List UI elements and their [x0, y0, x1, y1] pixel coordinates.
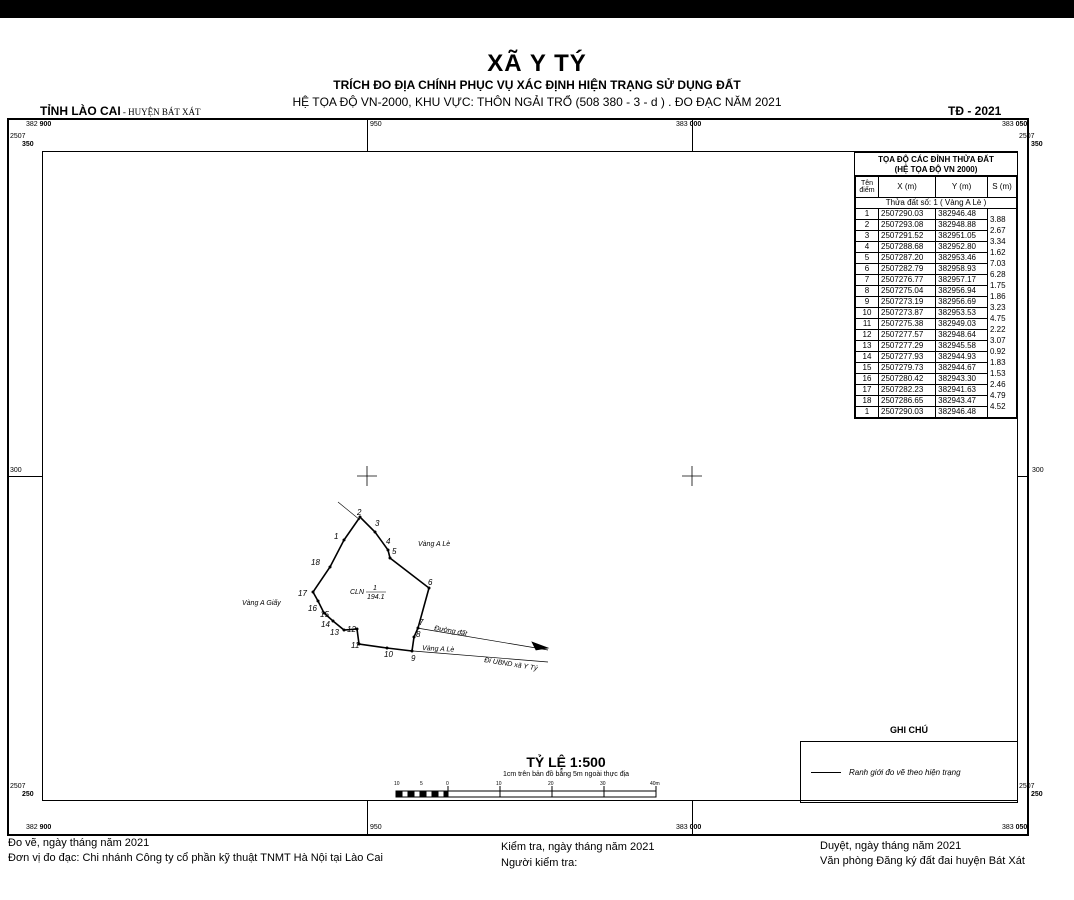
point-cell: 11 [856, 319, 879, 330]
point-cell: 17 [856, 385, 879, 396]
point-cell: 1 [856, 209, 879, 220]
vertex-label: 14 [321, 620, 330, 629]
distance-value: 0.92 [990, 347, 1006, 356]
distance-value: 3.23 [990, 303, 1006, 312]
distance-value: 4.75 [990, 314, 1006, 323]
parcel-area: 194.1 [367, 594, 385, 601]
y-cell: 382945.58 [936, 341, 988, 352]
distance-value: 6.28 [990, 270, 1006, 279]
coordinate-table-title-line1: TỌA ĐỘ CÁC ĐỈNH THỬA ĐẤT [878, 155, 994, 164]
legend-boundary-line-symbol [811, 772, 841, 773]
vertex-label: 12 [347, 625, 356, 634]
point-cell: 3 [856, 231, 879, 242]
y-cell: 382941.63 [936, 385, 988, 396]
distance-value: 3.34 [990, 237, 1006, 246]
approver-org: Văn phòng Đăng ký đất đai huyện Bát Xát [820, 855, 1025, 867]
distance-value: 2.46 [990, 380, 1006, 389]
legend-title: GHI CHÚ [890, 725, 928, 735]
x-cell: 2507275.04 [879, 286, 936, 297]
coordinate-system-line: HỆ TỌA ĐỘ VN-2000, KHU VỰC: THÔN NGẢI TRỔ (508 380 - 3 - d ) . ĐO ĐẠC NĂM 2021 [292, 95, 782, 109]
point-cell: 13 [856, 341, 879, 352]
x-cell: 2507282.79 [879, 264, 936, 275]
y-cell: 382952.80 [936, 242, 988, 253]
point-cell: 4 [856, 242, 879, 253]
y-cell: 382948.64 [936, 330, 988, 341]
x-cell: 2507286.65 [879, 396, 936, 407]
vertex-label: 13 [330, 628, 339, 637]
y-cell: 382953.53 [936, 308, 988, 319]
point-cell: 14 [856, 352, 879, 363]
map-subtitle: TRÍCH ĐO ĐỊA CHÍNH PHỤC VỤ XÁC ĐỊNH HIỆN TRẠNG SỬ DỤNG ĐẤT [333, 78, 741, 92]
sheet-code: TĐ - 2021 [948, 104, 1002, 118]
vertex-label: 11 [351, 641, 360, 650]
x-cell: 2507277.57 [879, 330, 936, 341]
grid-label-x-far-top: 383 050 [1002, 121, 1028, 128]
distance-value: 1.83 [990, 358, 1006, 367]
x-cell: 2507273.19 [879, 297, 936, 308]
scale-note: 1cm trên bản đồ bằng 5m ngoài thực địa [502, 771, 630, 778]
x-cell: 2507277.93 [879, 352, 936, 363]
scale-tick-label: 30 [600, 781, 606, 787]
approved-date: Duyệt, ngày tháng năm 2021 [820, 840, 962, 852]
parcel-label: Thửa đất số: 1 ( Vàng A Lè ) [856, 198, 1017, 209]
owner-west-label: Vàng A Giấy [242, 600, 281, 607]
grid-label-x-mid-bottom: 950 [370, 824, 382, 831]
y-cell: 382946.48 [936, 209, 988, 220]
vertex-label: 4 [386, 537, 391, 546]
vertex-label: 10 [384, 650, 393, 659]
map-title: XÃ Y TÝ [487, 50, 587, 77]
grid-label-x-left-top: 382 900 [26, 121, 52, 128]
road-label: Đường đất [433, 625, 468, 638]
x-cell: 2507290.03 [879, 407, 936, 418]
x-cell: 2507290.03 [879, 209, 936, 220]
scale-title: TỶ LỆ 1:500 [526, 754, 606, 770]
distance-value: 2.67 [990, 226, 1006, 235]
legend-box [800, 725, 1018, 803]
y-cell: 382956.94 [936, 286, 988, 297]
owner-south-label: Vàng A Lè [421, 645, 455, 654]
parcel-number: 1 [373, 585, 377, 592]
point-cell: 18 [856, 396, 879, 407]
coordinate-table-title-line2: (HỆ TỌA ĐỘ VN 2000) [894, 165, 978, 174]
table-row [856, 209, 1017, 220]
x-cell: 2507282.23 [879, 385, 936, 396]
scale-tick-label: 0 [446, 781, 449, 787]
coordinate-table-title [855, 153, 1017, 176]
y-cell: 382953.46 [936, 253, 988, 264]
point-cell: 15 [856, 363, 879, 374]
distance-value: 4.52 [990, 402, 1006, 411]
land-use-code: CLN [350, 589, 365, 596]
point-cell: 2 [856, 220, 879, 231]
checker-label: Người kiểm tra: [501, 857, 578, 869]
legend-item-text: Ranh giới đo vẽ theo hiện trạng [849, 768, 961, 777]
vertex-label: 7 [419, 618, 424, 627]
vertex-label: 15 [320, 610, 329, 619]
vertex-label: 6 [428, 578, 433, 587]
distance-value: 1.53 [990, 369, 1006, 378]
scale-ticks [394, 781, 660, 787]
distance-value: 3.07 [990, 336, 1006, 345]
grid-crosshair [357, 466, 702, 486]
distance-column [988, 209, 1017, 418]
x-cell: 2507280.42 [879, 374, 936, 385]
point-cell: 8 [856, 286, 879, 297]
grid-label-x-left-bottom: 382 900 [26, 824, 52, 831]
scale-tick-label: 5 [420, 781, 423, 787]
x-cell: 2507288.68 [879, 242, 936, 253]
point-cell: 9 [856, 297, 879, 308]
scale-tick-label: 40m [650, 781, 660, 787]
x-cell: 2507273.87 [879, 308, 936, 319]
grid-label-y-mid-right: 300 [1032, 467, 1044, 474]
col-x-header: X (m) [879, 177, 936, 198]
measured-date: Đo vẽ, ngày tháng năm 2021 [8, 837, 150, 849]
vertex-label: 2 [357, 508, 362, 517]
point-cell: 5 [856, 253, 879, 264]
point-cell: 12 [856, 330, 879, 341]
col-s-header: S (m) [988, 177, 1017, 198]
y-cell: 382946.48 [936, 407, 988, 418]
vertex-label: 16 [308, 604, 317, 613]
grid-label-y-bot-right: 2507 250 [1019, 783, 1043, 798]
distance-value: 7.03 [990, 259, 1006, 268]
y-cell: 382956.69 [936, 297, 988, 308]
distance-value: 3.88 [990, 215, 1006, 224]
col-y-header: Y (m) [936, 177, 988, 198]
district-name: - HUYỆN BÁT XÁT [120, 107, 201, 117]
point-cell: 10 [856, 308, 879, 319]
grid-label-x-mid-top: 950 [370, 121, 382, 128]
coordinate-table-body [856, 209, 1017, 418]
x-cell: 2507287.20 [879, 253, 936, 264]
point-cell: 7 [856, 275, 879, 286]
scale-bar [396, 786, 656, 797]
y-cell: 382943.47 [936, 396, 988, 407]
point-cell: 6 [856, 264, 879, 275]
grid-label-y-mid-left: 300 [10, 467, 22, 474]
vertex-label: 1 [334, 532, 339, 541]
grid-label-y-bot-left: 2507 250 [10, 783, 34, 798]
x-cell: 2507276.77 [879, 275, 936, 286]
distance-value: 4.79 [990, 391, 1006, 400]
x-cell: 2507291.52 [879, 231, 936, 242]
vertex-label: 8 [416, 630, 421, 639]
y-cell: 382944.93 [936, 352, 988, 363]
vertex-label: 18 [311, 558, 320, 567]
y-cell: 382951.05 [936, 231, 988, 242]
distance-value: 1.75 [990, 281, 1006, 290]
owner-east-label: Vàng A Lè [418, 541, 451, 548]
province-name: TỈNH LÀO CAI [40, 104, 121, 118]
y-cell: 382957.17 [936, 275, 988, 286]
grid-label-x-right-top: 383 000 [676, 121, 702, 128]
point-cell: 1 [856, 407, 879, 418]
grid-label-y-top-left: 2507 350 [10, 133, 34, 148]
checked-date: Kiểm tra, ngày tháng năm 2021 [501, 841, 655, 853]
distance-value: 1.86 [990, 292, 1006, 301]
x-cell: 2507275.38 [879, 319, 936, 330]
x-cell: 2507277.29 [879, 341, 936, 352]
vertex-label: 3 [375, 519, 380, 528]
scale-tick-label: 10 [394, 781, 400, 787]
y-cell: 382944.67 [936, 363, 988, 374]
vertex-label: 5 [392, 547, 397, 556]
vertex-label: 17 [298, 589, 307, 598]
distance-value: 2.22 [990, 325, 1006, 334]
y-cell: 382948.88 [936, 220, 988, 231]
point-cell: 16 [856, 374, 879, 385]
vertex-label: 9 [411, 654, 416, 663]
coordinate-table [854, 152, 1018, 419]
y-cell: 382943.30 [936, 374, 988, 385]
x-cell: 2507293.08 [879, 220, 936, 231]
surveyor-org: Đơn vị đo đạc: Chi nhánh Công ty cổ phần kỹ thuật TNMT Hà Nội tại Lào Cai [8, 852, 383, 864]
distance-value: 1.62 [990, 248, 1006, 257]
col-point-header: Tên điểm [856, 177, 879, 198]
y-cell: 382949.03 [936, 319, 988, 330]
grid-label-x-right-bottom: 383 000 [676, 824, 702, 831]
coordinate-table-grid [855, 176, 1017, 418]
scale-tick-label: 20 [548, 781, 554, 787]
y-cell: 382958.93 [936, 264, 988, 275]
scale-tick-label: 10 [496, 781, 502, 787]
direction-label: Đi UBND xã Y Tý [483, 657, 538, 673]
grid-label-y-top-right: 2507 350 [1019, 133, 1043, 148]
x-cell: 2507279.73 [879, 363, 936, 374]
grid-label-x-far-bottom: 383 050 [1002, 824, 1028, 831]
